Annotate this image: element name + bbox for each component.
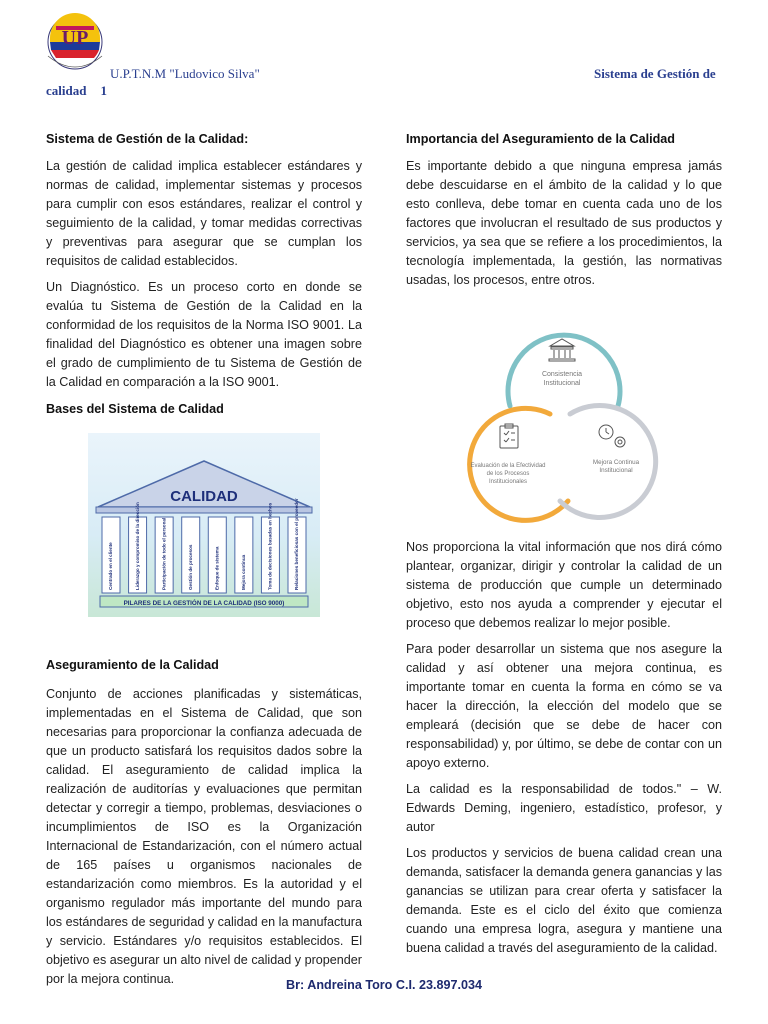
- institution-name: U.P.T.N.M "Ludovico Silva": [110, 66, 260, 81]
- heading-sistema-gestion: Sistema de Gestión de la Calidad:: [46, 132, 249, 146]
- paragraph-diagnostico: Un Diagnóstico. Es un proceso corto en donde se evalúa tu Sistema de Gestión de la Calidad en la conformidad de los requisitos de la Norma ISO 9001. La finalidad del Diagnóstico es obtener una imagen sobre el grado de cumplimiento de tu Sistema de Gestión de la Calidad en comparación a la ISO 9001.: [46, 280, 362, 389]
- clipboard-check-icon: [500, 424, 518, 448]
- temple-pillar-label: Centrado en el cliente: [108, 542, 114, 590]
- cycle-right-label-2: Institucional: [599, 467, 633, 474]
- temple-pillar-label: Participación de todo el personal: [161, 517, 167, 590]
- temple-pillar-label: Enfoque de sistema: [214, 546, 220, 590]
- heading-bases-sistema: Bases del Sistema de Calidad: [46, 402, 224, 416]
- cycle-left-label-2: de los Procesos: [486, 471, 530, 477]
- cycle-top-label-2: Institucional: [543, 380, 581, 387]
- institution-icon: [549, 339, 575, 361]
- system-title-continued: [46, 83, 107, 99]
- page-number: 1: [100, 83, 107, 98]
- paragraph-informacion-vital: Nos proporciona la vital información que nos dirá cómo plantear, organizar, dirigir y controlar la calidad de un sistema de producción que cumple un determinado objetivo, esto nos ayuda a comprender y ejecutar el proceso que debemos realizar lo mejor posible.: [406, 540, 722, 630]
- paragraph-ciclo-exito: Los productos y servicios de buena calidad crean una demanda, satisfacer la demanda genera ganancias y las ganancias se utilizan para crear oferta y satisfacer la demanda. Este es el ciclo del éxito que comienza cuando una empresa logra, asegura y mantiene una buena calidad a través del aseguramiento de la calidad.: [406, 846, 722, 955]
- cycle-top-label-1: Consistencia: [541, 371, 583, 378]
- right-column-top: [406, 130, 722, 290]
- system-title-word: calidad: [46, 83, 87, 98]
- quote-deming: La calidad es la responsabilidad de todos." – W. Edwards Deming, ingeniero, estadístico, profesor, y autor: [406, 782, 722, 834]
- temple-drawing: [88, 433, 320, 617]
- svg-text:UP: UP: [61, 27, 89, 49]
- clock-gear-icon: [599, 425, 625, 447]
- left-column-top: [46, 130, 362, 419]
- temple-base-label: PILARES DE LA GESTIÓN DE LA CALIDAD (ISO 9000): [123, 600, 285, 607]
- temple-pillars-figure: [88, 433, 320, 617]
- temple-title: CALIDAD: [170, 488, 238, 505]
- system-title: Sistema de Gestión de: [594, 66, 716, 81]
- paragraph-gestion-calidad: La gestión de calidad implica establecer estándares y normas de calidad, implementar sistemas y procesos para cumplir con esos estándares, realizar el control y seguimiento de la calidad, y tomar medidas correctivas y preventivas para asegurar que se cumplan los requisitos de calidad establecidos.: [46, 159, 362, 268]
- temple-pillar-label: Mejora continua: [241, 554, 247, 590]
- heading-aseguramiento: Aseguramiento de la Calidad: [46, 658, 219, 672]
- cycle-right-label-1: Mejora Continua: [592, 459, 640, 466]
- author-footer: Br: Andreina Toro C.I. 23.897.034: [286, 978, 482, 992]
- quality-cycle-diagram: [450, 306, 674, 532]
- cycle-left-label-3: Institucionales: [488, 479, 528, 485]
- paragraph-importancia: Es importante debido a que ninguna empresa jamás debe descuidarse en el ámbito de la calidad y lo que esto conlleva, debe tomar en cuenta cada uno de los factores que involucran el resultado de sus productos y servicios, ya sea que se refiere a los procedimientos, la tecnología implementada, la gestión, las normativas usadas, los procesos, entre otros.: [406, 159, 722, 287]
- cycle-left-label-1: Evaluación de la Efectividad: [470, 463, 546, 469]
- temple-pillar-label: Relaciones beneficiosas con el proveedor: [294, 498, 300, 590]
- temple-pillar-label: Liderazgo y compromiso de la dirección: [134, 502, 140, 590]
- temple-pillar-label: Gestión de procesos: [187, 544, 193, 590]
- paragraph-desarrollar-sistema: Para poder desarrollar un sistema que nos asegure la calidad y así obtener una mejora continua, es importante tomar en cuenta la forma en cómo se va hacer la dirección, la elección del modelo que se empleará (decisión que se debe de hacer con responsabilidad) y, por último, se debe de contar con un apoyo externo.: [406, 642, 722, 770]
- university-logo: [44, 12, 106, 76]
- paragraph-aseguramiento: Conjunto de acciones planificadas y sistemáticas, implementadas en el Sistema de Calidad, que son necesarias para proporcionar la confianza adecuada de que un producto satisfará los requisitos dados sobre la calidad. El aseguramiento de calidad implica la realización de auditorías y evaluaciones que permitan detectar y corregir a tiempo, problemas, desviaciones o incumplimientos de ISO es la Organización Internacional de Estandarización, con el número actual de 165 países u organismos nacionales de estandarización como miembros. Es la autoridad y el organismo regulador más importante del mundo para los estándares de seguridad y calidad en la manufactura y servicio. Estándares y/o requisitos establecidos. El objetivo es asegurar un alto nivel de calidad y propender por la mejora continua.: [46, 687, 362, 986]
- left-column-bottom: [46, 656, 362, 989]
- right-column-bottom: [406, 538, 722, 958]
- heading-importancia: Importancia del Aseguramiento de la Calidad: [406, 132, 675, 146]
- temple-pillar-label: Toma de decisiones basadas en hechos: [267, 502, 273, 590]
